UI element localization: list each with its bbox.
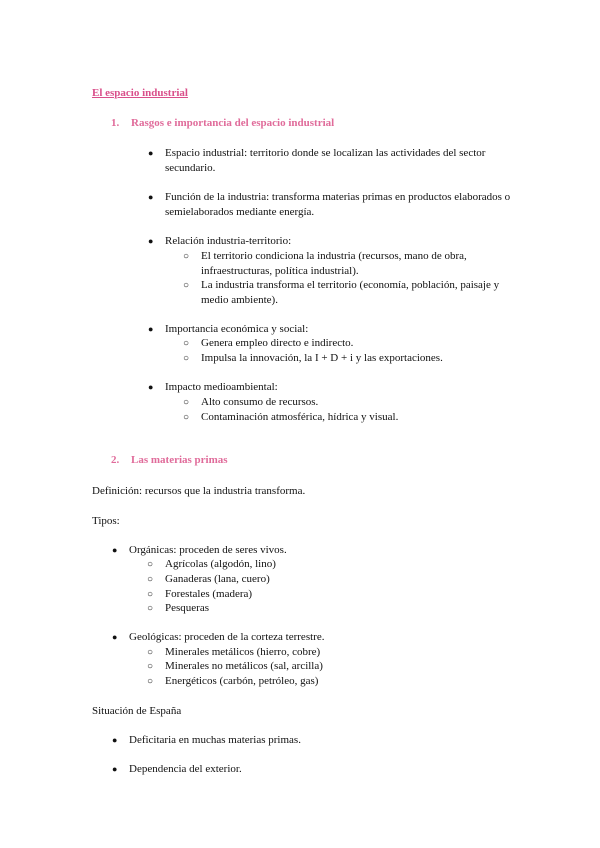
sub-item-text: Pesqueras — [165, 602, 209, 614]
sub-item-text: Forestales (madera) — [165, 588, 253, 600]
sub-item-text: Agrícolas (algodón, lino) — [165, 558, 276, 570]
circle-bullet-icon: ○ — [147, 589, 154, 600]
bullet-text: Deficitaria en muchas materias primas. — [129, 734, 301, 746]
bullet-text: Dependencia del exterior. — [129, 763, 242, 775]
bullet-item-geologicas — [112, 630, 489, 645]
sub-item — [183, 278, 513, 308]
sub-item-text: La industria transforma el territorio (economía, población, paisaje y medio ambiente). — [201, 279, 500, 306]
bullet-text: Espacio industrial: territorio donde se localizan las actividades del sector secundario. — [165, 147, 486, 174]
bullet-icon: ● — [148, 236, 154, 246]
sub-item-text: Minerales metálicos (hierro, cobre) — [165, 646, 321, 658]
bullet-text: Función de la industria: transforma materias primas en productos elaborados o semielaborados mediante energía. — [165, 191, 511, 218]
spain-situation-label: Situación de España — [92, 705, 182, 717]
bullet-item-deficitaria — [112, 733, 489, 748]
circle-bullet-icon: ○ — [147, 676, 154, 687]
sub-item — [147, 645, 495, 660]
sub-item — [183, 249, 513, 279]
sub-item — [183, 395, 531, 410]
definition-text: Definición: recursos que la industria transforma. — [92, 485, 306, 497]
circle-bullet-icon: ○ — [147, 647, 154, 658]
section-1-number: 1. — [111, 117, 120, 129]
sub-item — [183, 351, 531, 366]
document-title: El espacio industrial — [92, 87, 188, 99]
circle-bullet-icon: ○ — [147, 559, 154, 570]
bullet-icon: ● — [148, 148, 154, 158]
circle-bullet-icon: ○ — [183, 412, 190, 423]
sub-item — [147, 587, 495, 602]
sub-item-text: Minerales no metálicos (sal, arcilla) — [165, 660, 323, 672]
sub-item-text: Energéticos (carbón, petróleo, gas) — [165, 675, 319, 687]
bullet-icon: ● — [148, 324, 154, 334]
bullet-text: Relación industria-territorio: — [165, 235, 292, 247]
sub-item — [147, 674, 495, 689]
section-2-heading-text: Las materias primas — [131, 454, 228, 466]
sub-item — [183, 336, 531, 351]
bullet-item-importancia — [148, 322, 525, 337]
types-label: Tipos: — [92, 515, 120, 527]
bullet-item-dependencia — [112, 762, 489, 777]
sub-item-text: Alto consumo de recursos. — [201, 396, 319, 408]
sub-item-text: Contaminación atmosférica, hídrica y visual. — [201, 411, 399, 423]
bullet-text: Importancia económica y social: — [165, 323, 309, 335]
bullet-item-impacto — [148, 380, 525, 395]
sub-item-text: Ganaderas (lana, cuero) — [165, 573, 270, 585]
circle-bullet-icon: ○ — [183, 397, 190, 408]
bullet-item-relacion — [148, 234, 525, 249]
sub-item — [147, 601, 495, 616]
sub-item-text: El territorio condiciona la industria (recursos, mano de obra, infraestructuras, política industrial). — [201, 250, 467, 277]
sub-item-text: Impulsa la innovación, la I + D + i y las exportaciones. — [201, 352, 443, 364]
circle-bullet-icon: ○ — [147, 661, 154, 672]
bullet-text: Orgánicas: proceden de seres vivos. — [129, 544, 287, 556]
circle-bullet-icon: ○ — [183, 280, 190, 291]
circle-bullet-icon: ○ — [147, 574, 154, 585]
sub-item — [147, 557, 495, 572]
sub-item — [147, 659, 495, 674]
bullet-item-funcion-industria — [148, 190, 525, 220]
bullet-icon: ● — [112, 632, 118, 642]
bullet-icon: ● — [148, 192, 154, 202]
circle-bullet-icon: ○ — [183, 353, 190, 364]
section-1-heading — [111, 117, 334, 129]
bullet-text: Impacto medioambiental: — [165, 381, 278, 393]
section-1-heading-text: Rasgos e importancia del espacio industrial — [131, 117, 335, 129]
bullet-text: Geológicas: proceden de la corteza terrestre. — [129, 631, 325, 643]
section-2-heading — [111, 454, 228, 466]
circle-bullet-icon: ○ — [183, 338, 190, 349]
bullet-item-organicas — [112, 543, 489, 558]
bullet-icon: ● — [112, 735, 118, 745]
circle-bullet-icon: ○ — [183, 251, 190, 262]
bullet-icon: ● — [148, 382, 154, 392]
bullet-item-espacio-industrial — [148, 146, 525, 176]
bullet-icon: ● — [112, 764, 118, 774]
bullet-icon: ● — [112, 545, 118, 555]
sub-item — [147, 572, 495, 587]
circle-bullet-icon: ○ — [147, 603, 154, 614]
sub-item — [183, 410, 531, 425]
sub-item-text: Genera empleo directo e indirecto. — [201, 337, 354, 349]
section-2-number: 2. — [111, 454, 120, 466]
